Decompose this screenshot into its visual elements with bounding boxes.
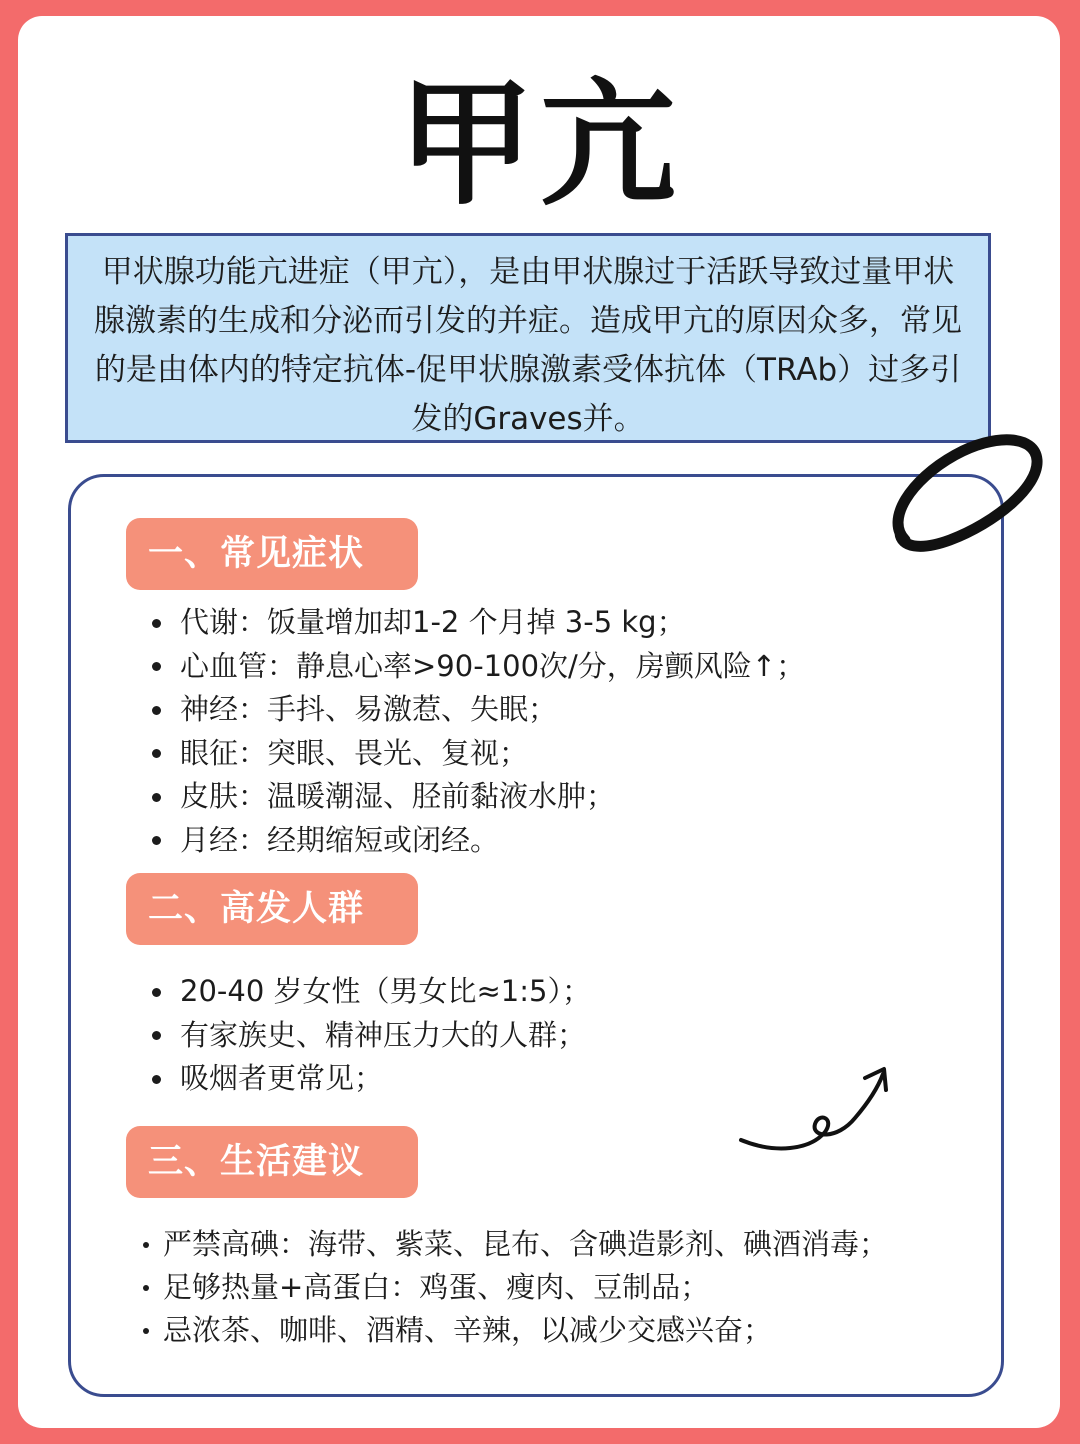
list-item: 20-40 岁女性（男女比≈1:5）； bbox=[148, 970, 591, 1014]
section-label-risk-groups: 二、高发人群 bbox=[126, 873, 418, 945]
list-item: 足够热量+高蛋白：鸡蛋、瘦肉、豆制品； bbox=[143, 1266, 888, 1309]
symptoms-list bbox=[148, 601, 805, 862]
list-item: 严禁高碘：海带、紫菜、昆布、含碘造影剂、碘酒消毒； bbox=[143, 1223, 888, 1266]
section-label-lifestyle: 三、生活建议 bbox=[126, 1126, 418, 1198]
list-item: 皮肤：温暖潮湿、胫前黏液水肿； bbox=[148, 775, 805, 819]
intro-box: 甲状腺功能亢进症（甲亢），是由甲状腺过于活跃导致过量甲状腺激素的生成和分泌而引发的并症。造成甲亢的原因众多，常见的是由体内的特定抗体-促甲状腺激素受体抗体（TRAb）过多引发的Graves并。 bbox=[65, 233, 991, 443]
list-item: 月经：经期缩短或闭经。 bbox=[148, 819, 805, 863]
list-item: 眼征：突眼、畏光、复视； bbox=[148, 732, 805, 776]
section-label-symptoms: 一、常见症状 bbox=[126, 518, 418, 590]
list-item: 吸烟者更常见； bbox=[148, 1057, 591, 1101]
risk-groups-list bbox=[148, 970, 591, 1101]
lifestyle-list bbox=[143, 1223, 888, 1352]
loop-scribble-icon bbox=[885, 425, 1055, 565]
list-item: 忌浓茶、咖啡、酒精、辛辣，以减少交感兴奋； bbox=[143, 1309, 888, 1352]
list-item: 神经：手抖、易激惹、失眠； bbox=[148, 688, 805, 732]
list-item: 有家族史、精神压力大的人群； bbox=[148, 1014, 591, 1058]
curly-arrow-icon bbox=[735, 1060, 895, 1165]
list-item: 代谢：饭量增加却1-2 个月掉 3-5 kg； bbox=[148, 601, 805, 645]
list-item: 心血管：静息心率>90-100次/分，房颤风险↑； bbox=[148, 645, 805, 689]
page-title: 甲亢 bbox=[398, 66, 682, 224]
